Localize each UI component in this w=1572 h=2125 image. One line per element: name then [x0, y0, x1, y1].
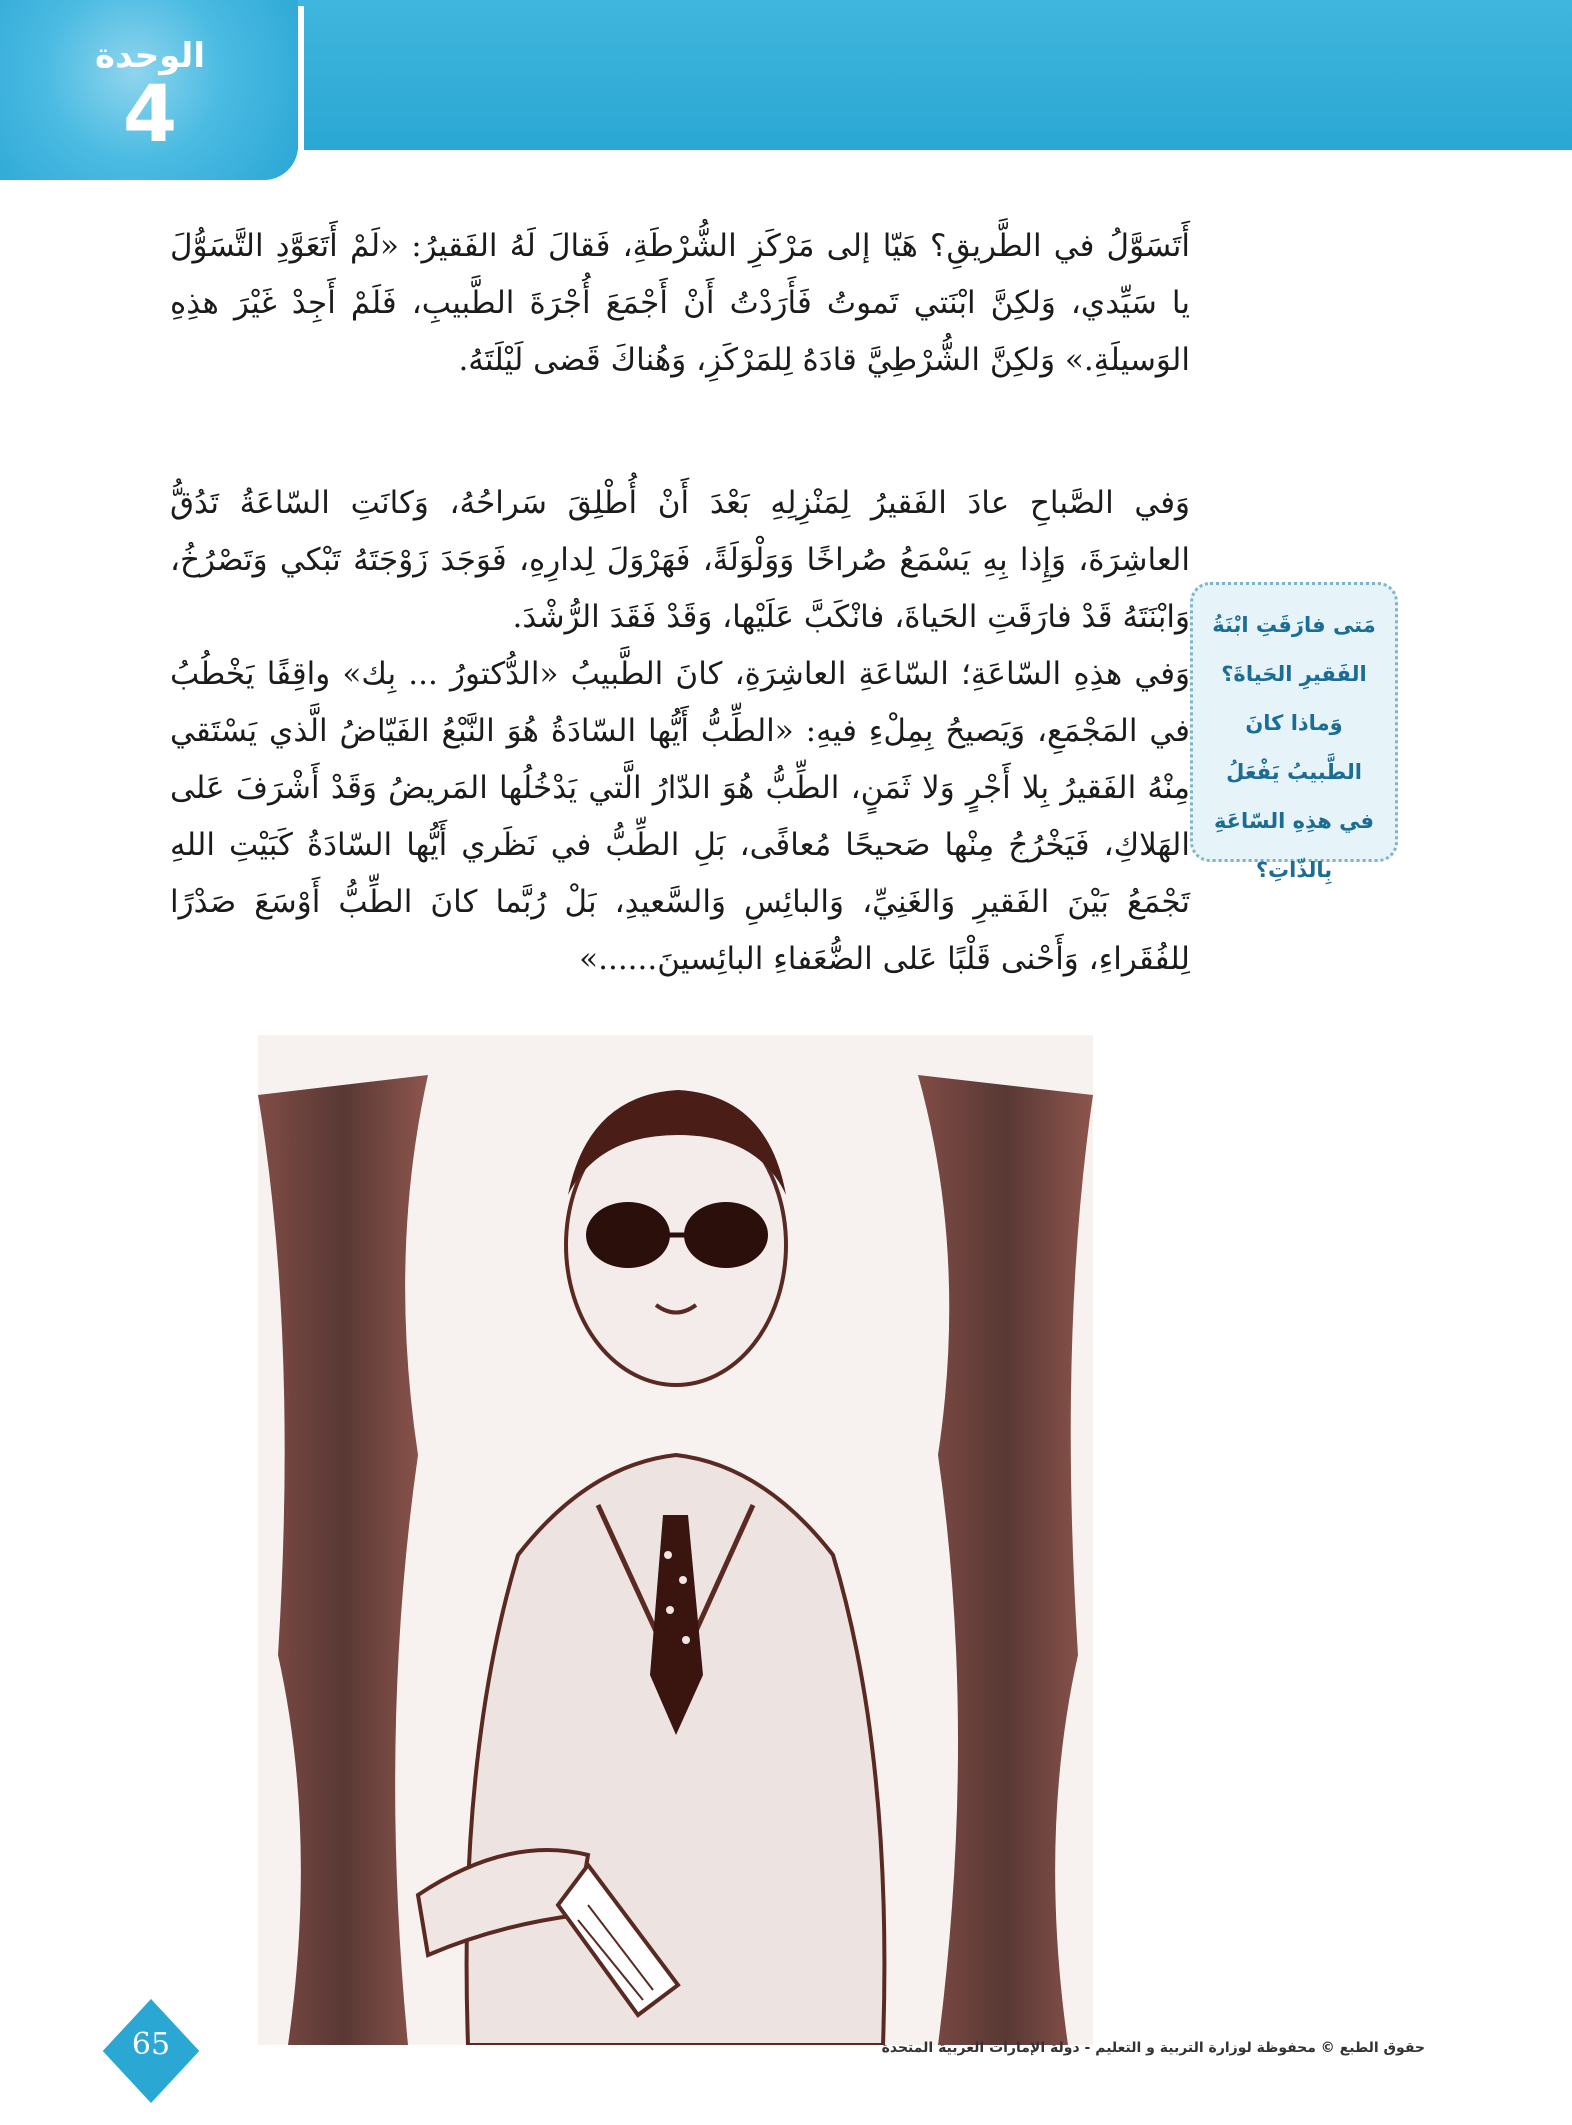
unit-label: الوحدة: [95, 36, 205, 76]
side-question-text: مَتى فارَقَتِ ابْنَةُ الفَقيرِ الحَياةَ؟ وَماذا كانَ الطَّبيبُ يَفْعَلُ في هذِهِ السّاعَةِ بِالذّاتِ؟: [1212, 613, 1376, 882]
paragraph-3-text: وَفي هذِهِ السّاعَةِ؛ السّاعَةِ العاشِرَةِ، كانَ الطَّبيبُ «الدُّكتورُ ... بِك» واقِفًا يَخْطُبُ في المَجْمَعِ، وَيَصيحُ بِمِلْءِ فيهِ: «الطِّبُّ أَيُّها السّادَةُ هُوَ النَّبْعُ الفَيّاضُ الَّذي يَسْتَقي مِنْهُ الفَقيرُ بِلا أَجْرٍ وَلا ثَمَنٍ، الطِّبُّ هُوَ الدّارُ الَّتي يَدْخُلُها المَريضُ وَقَدْ أَشْرَفَ عَلى الهَلاكِ، فَيَخْرُجُ مِنْها صَحيحًا مُعافًى، بَلِ الطِّبُّ في نَظَري أَيُّها السّادَةُ كَبَيْتِ اللهِ تَجْمَعُ بَيْنَ الفَقيرِ وَالغَنِيِّ، وَالبائِسِ وَالسَّعيدِ، بَلْ رُبَّما كانَ الطِّبُّ أَوْسَعَ صَدْرًا لِلفُقَراءِ، وَأَحْنى قَلْبًا عَلى الضُّعَفاءِ البائِسينَ......»: [170, 656, 1190, 977]
unit-number: 4: [122, 70, 178, 160]
side-question-box: [1190, 582, 1398, 882]
paragraph-1: [170, 218, 1190, 389]
paragraph-2-text: وَفي الصَّباحِ عادَ الفَقيرُ لِمَنْزِلِهِ بَعْدَ أَنْ أُطْلِقَ سَراحُهُ، وَكانَتِ السّاعَةُ تَدُقُّ العاشِرَةَ، وَإِذا بِهِ يَسْمَعُ صُراخًا وَوَلْوَلَةً، فَهَرْوَلَ لِدارِهِ، فَوَجَدَ زَوْجَتَهُ تَبْكي وَتَصْرُخُ، وَابْنَتَهُ قَدْ فارَقَتِ الحَياةَ، فانْكَبَّ عَلَيْها، وَقَدْ فَقَدَ الرُّشْدَ.: [170, 485, 1190, 635]
paragraph-1-text: أَتَسَوَّلُ في الطَّريقِ؟ هَيّا إلى مَرْكَزِ الشُّرْطَةِ، فَقالَ لَهُ الفَقيرُ: «لَمْ أَتَعَوَّدِ التَّسَوُّلَ يا سَيِّدي، وَلكِنَّ ابْنَتي تَموتُ فَأَرَدْتُ أَنْ أَجْمَعَ أُجْرَةَ الطَّبيبِ، فَلَمْ أَجِدْ غَيْرَ هذِهِ الوَسيلَةِ.» وَلكِنَّ الشُّرْطِيَّ قادَهُ لِلمَرْكَزِ، وَهُناكَ قَضى لَيْلَتَهُ.: [170, 228, 1190, 378]
paragraph-group-2: [170, 475, 1190, 988]
copyright-text: حقوق الطبع © محفوظة لوزارة التربية و التعليم - دولة الإمارات العربية المتحدة: [881, 2040, 1425, 2056]
left-glass: [586, 1202, 670, 1268]
page-number: 65: [131, 2027, 171, 2062]
right-glass: [684, 1202, 768, 1268]
doctor-illustration: [258, 1035, 1093, 2045]
